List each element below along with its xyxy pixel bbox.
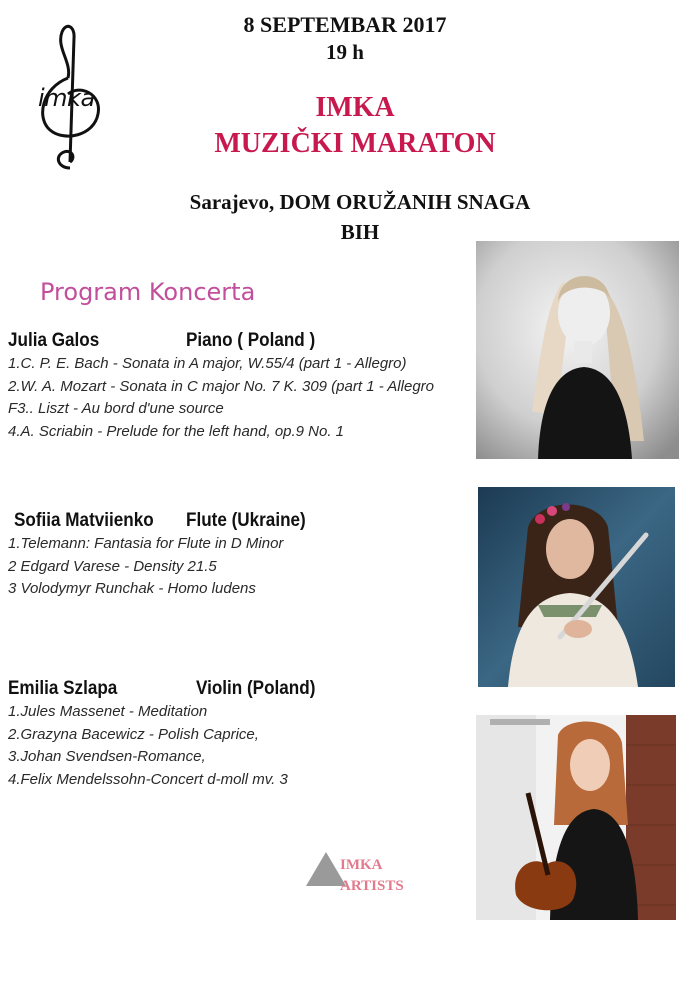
- event-title-line2: MUZIČKI MARATON: [214, 128, 496, 159]
- piece-item: F3.. Liszt - Au bord d'une source: [8, 400, 224, 418]
- artists-logo-line1: IMKA: [340, 857, 383, 873]
- piece-item: 2 Edgard Varese - Density 21.5: [8, 557, 217, 575]
- performer-instrument: Violin (Poland): [196, 678, 316, 699]
- event-title-line1: IMKA: [315, 92, 395, 123]
- flautist-photo: [478, 487, 675, 687]
- piece-item: 1.Telemann: Fantasia for Flute in D Minor: [8, 535, 284, 552]
- logo-text: imka: [38, 84, 95, 112]
- performer-name: Sofiia Matviienko: [14, 510, 154, 531]
- performer-name: Emilia Szlapa: [8, 678, 118, 699]
- piece-item: 3 Volodymyr Runchak - Homo ludens: [8, 580, 256, 598]
- performer-instrument: Piano ( Poland ): [186, 330, 316, 351]
- performer-pieces: [8, 533, 283, 601]
- piece-item: 1.Jules Massenet - Meditation: [8, 703, 208, 720]
- event-date: 8 SEPTEMBAR 2017: [243, 12, 447, 37]
- piece-item: 2.W. A. Mozart - Sonata in C major No. 7 K. 309 (part 1 - Allegro: [8, 377, 434, 395]
- event-country: BIH: [340, 220, 380, 244]
- program-heading: Program Koncerta: [40, 278, 256, 306]
- pianist-photo: [476, 241, 679, 459]
- event-venue: Sarajevo, DOM ORUŽANIH SNAGA: [189, 190, 531, 214]
- artists-logo-line2: ARTISTS: [340, 878, 404, 894]
- performer-pieces: [8, 353, 434, 443]
- performer-pieces: [8, 701, 288, 791]
- piece-item: 1.C. P. E. Bach - Sonata in A major, W.55/4 (part 1 - Allegro): [8, 355, 407, 372]
- piece-item: 2.Grazyna Bacewicz - Polish Caprice,: [8, 725, 259, 743]
- violinist-photo: [476, 715, 676, 920]
- piece-item: 4.A. Scriabin - Prelude for the left hand, op.9 No. 1: [8, 422, 345, 440]
- event-time: 19 h: [326, 40, 364, 64]
- performer-name: Julia Galos: [8, 330, 100, 351]
- piece-item: 4.Felix Mendelssohn-Concert d-moll mv. 3: [8, 770, 288, 788]
- piece-item: 3.Johan Svendsen-Romance,: [8, 748, 206, 766]
- performer-instrument: Flute (Ukraine): [186, 510, 306, 531]
